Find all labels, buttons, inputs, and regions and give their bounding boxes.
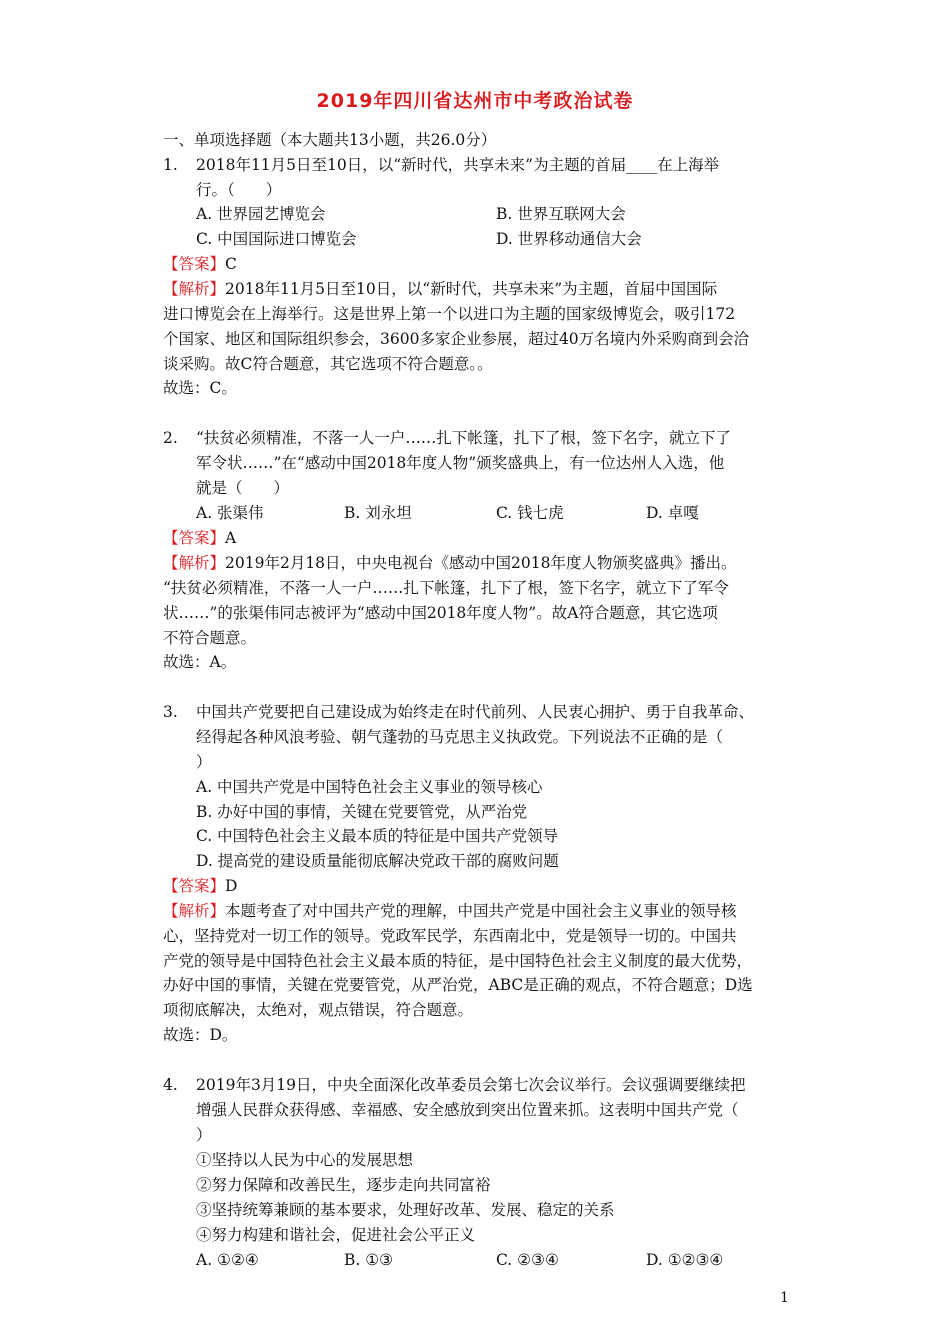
answer-tag: 【答案】	[163, 255, 226, 273]
analysis-line	[163, 279, 717, 299]
question-number: 3.	[163, 703, 178, 721]
option-d: D. 卓嘎	[646, 504, 699, 522]
analysis-text: 2018年11月5日至10日，以“新时代，共享未来”为主题，首届中国国际	[225, 280, 718, 298]
answer-tag: 【答案】	[163, 877, 226, 895]
statement-item: ②努力保障和改善民生，逐步走向共同富裕	[196, 1176, 491, 1194]
analysis-text: 项彻底解决，太绝对，观点错误，符合题意。	[163, 1001, 474, 1019]
answer-line	[163, 254, 237, 274]
analysis-text: 进口博览会在上海举行。这是世界上第一个以进口为主题的国家级博览会，吸引172	[163, 305, 736, 323]
answer-value: C	[225, 255, 237, 273]
analysis-text: 心，坚持党对一切工作的领导。党政军民学，东西南北中，党是领导一切的。中国共	[163, 927, 737, 945]
question-text: 经得起各种风浪考验、朝气蓬勃的马克思主义执政党。下列说法不正确的是（	[196, 728, 724, 746]
analysis-text: 不符合题意。	[163, 629, 257, 647]
section-heading: 一、单项选择题（本大题共13小题，共26.0分）	[163, 131, 497, 149]
analysis-text: 个国家、地区和国际组织参会，3600多家企业参展，超过40万名境内外采购商到会洽	[163, 330, 750, 348]
analysis-text: 状……”的张渠伟同志被评为“感动中国2018年度人物”。故A符合题意，其它选项	[163, 604, 718, 622]
statement-item: ③坚持统筹兼顾的基本要求，处理好改革、发展、稳定的关系	[196, 1201, 615, 1219]
question-text: 2019年3月19日，中央全面深化改革委员会第七次会议举行。会议强调要继续把	[196, 1076, 746, 1094]
question-number: 4.	[163, 1076, 178, 1094]
option-a: A. ①②④	[196, 1251, 259, 1269]
question-text: ）	[196, 1126, 212, 1144]
statement-item: ①坚持以人民为中心的发展思想	[196, 1151, 414, 1169]
option-b: B. 办好中国的事情，关键在党要管党，从严治党	[196, 803, 528, 821]
analysis-tag: 【解析】	[163, 554, 226, 572]
analysis-text: 本题考查了对中国共产党的理解，中国共产党是中国社会主义事业的领导核	[225, 902, 737, 920]
analysis-text: 产党的领导是中国特色社会主义最本质的特征，是中国特色社会主义制度的最大优势，	[163, 952, 753, 970]
question-number: 1.	[163, 156, 178, 174]
option-a: A. 中国共产党是中国特色社会主义事业的领导核心	[196, 778, 543, 796]
question-number: 2.	[163, 429, 178, 447]
statement-item: ④努力构建和谐社会，促进社会公平正义	[196, 1226, 476, 1244]
option-d: D. 提高党的建设质量能彻底解决党政干部的腐败问题	[196, 852, 559, 870]
option-b: B. ①③	[344, 1251, 394, 1269]
option-d: D. ①②③④	[646, 1251, 724, 1269]
option-a: A. 世界园艺博览会	[196, 205, 326, 223]
analysis-text: 谈采购。故C符合题意，其它选项不符合题意。。	[163, 355, 493, 373]
page-title: 2019年四川省达州市中考政治试卷	[316, 90, 634, 112]
question-text: 中国共产党要把自己建设成为始终走在时代前列、人民衷心拥护、勇于自我革命、	[196, 703, 755, 721]
analysis-line	[163, 553, 737, 573]
question-text: 军令状……”在“感动中国2018年度人物”颁奖盛典上，有一位达州人入选，他	[196, 454, 725, 472]
answer-line	[163, 876, 237, 896]
analysis-tag: 【解析】	[163, 902, 226, 920]
option-c: C. 中国国际进口博览会	[196, 230, 357, 248]
option-b: B. 刘永坦	[344, 504, 412, 522]
question-text: ）	[196, 753, 212, 771]
option-b: B. 世界互联网大会	[496, 205, 626, 223]
question-text: 增强人民群众获得感、幸福感、安全感放到突出位置来抓。这表明中国共产党（	[196, 1101, 739, 1119]
analysis-line	[163, 901, 737, 921]
choose-line: 故选：A。	[163, 653, 237, 671]
answer-value: A	[225, 529, 237, 547]
analysis-text: 2019年2月18日，中央电视台《感动中国2018年度人物颁奖盛典》播出。	[225, 554, 737, 572]
option-c: C. 中国特色社会主义最本质的特征是中国共产党领导	[196, 827, 559, 845]
analysis-tag: 【解析】	[163, 280, 226, 298]
choose-line: 故选：D。	[163, 1026, 238, 1044]
answer-line	[163, 528, 236, 548]
option-c: C. ②③④	[496, 1251, 559, 1269]
option-c: C. 钱七虎	[496, 504, 564, 522]
answer-tag: 【答案】	[163, 529, 226, 547]
page-number: 1	[780, 1290, 789, 1306]
option-a: A. 张渠伟	[196, 504, 264, 522]
answer-value: D	[225, 877, 238, 895]
question-text: 就是（ ）	[196, 479, 290, 497]
analysis-text: “扶贫必须精准，不落一人一户……扎下帐篷，扎下了根，签下名字，就立下了军令	[163, 579, 729, 597]
option-d: D. 世界移动通信大会	[496, 230, 642, 248]
analysis-text: 办好中国的事情，关键在党要管党，从严治党，ABC是正确的观点，不符合题意；D选	[163, 976, 753, 994]
choose-line: 故选：C。	[163, 379, 237, 397]
question-text: 2018年11月5日至10日，以“新时代，共享未来”为主题的首届____在上海举	[196, 156, 720, 174]
question-text: 行。（ ）	[196, 181, 282, 199]
question-text: “扶贫必须精准，不落一人一户……扎下帐篷，扎下了根，签下名字，就立下了	[196, 429, 731, 447]
